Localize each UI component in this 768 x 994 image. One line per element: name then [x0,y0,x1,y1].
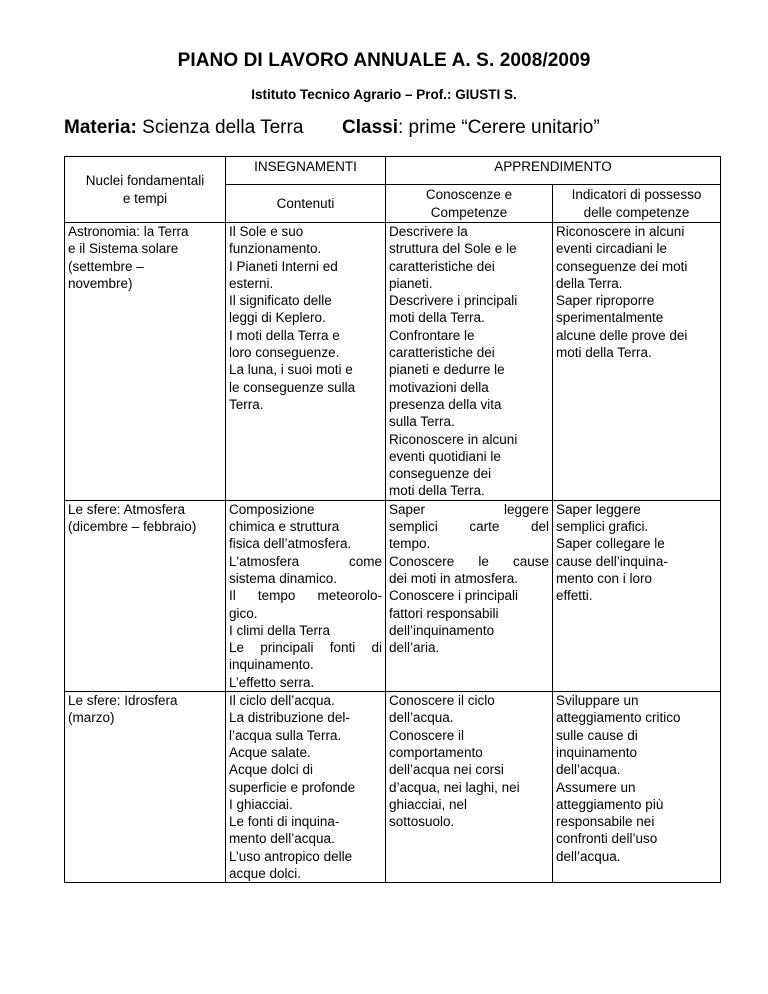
text-line: moti della Terra. [556,345,652,361]
document-subtitle: Istituto Tecnico Agrario – Prof.: GIUSTI S. [251,87,517,102]
table-row-astronomia [65,223,721,501]
materia-label: Materia: [64,117,137,138]
text-line: Sviluppare un [556,693,639,709]
text-line: (settembre – [68,258,144,274]
text-line: e il Sistema solare [68,241,179,257]
text-line: fisica dell’atmosfera. [229,536,352,552]
text-line: Saper leggere [389,501,549,517]
text-line: L'atmosfera come [229,553,382,569]
text-line: pianeti e dedurre le [389,362,505,378]
text-line: l’acqua sulla Terra. [229,727,342,743]
text-line: effetti. [556,588,593,604]
text-line: responsabile nei [556,814,655,830]
header-row-top [65,157,721,185]
text-line: Le fonti di inquina- [229,814,340,830]
text-line: Le principali fonti di [229,640,382,656]
text-line: superficie e profonde [229,779,356,795]
text-line: eventi circadiani le [556,241,668,257]
header-nuclei [65,157,226,223]
text-line: Astronomia: la Terra [68,224,189,239]
text-line: inquinamento. [229,657,314,673]
text-line: acque dolci. [229,865,302,881]
cell-contenuti [226,692,386,883]
text-line: sulle cause di [556,727,638,743]
text-line: conseguenze dei [389,466,492,482]
classi-value: : prime “Cerere unitario” [397,117,600,138]
text-line: sottosuolo. [389,814,455,830]
text-line: dell’acqua. [556,762,621,778]
classi-line [342,117,600,139]
text-line: Conoscere il [389,727,465,743]
header-conoscenze-line-2: Competenze [430,204,508,220]
header-apprendimento: APPRENDIMENTO [386,157,721,185]
cell-nuclei [65,692,226,883]
cell-conoscenze [386,223,553,501]
header-contenuti: Contenuti [226,185,386,223]
text-line: comportamento [389,744,483,760]
text-line: inquinamento [556,744,638,760]
text-line: Acque salate. [229,744,311,760]
header-nuclei-line-2: e tempi [122,190,168,206]
header-indicatori [553,185,721,223]
text-line: Saper collegare le [556,536,665,552]
text-line: mento con i loro [556,570,653,586]
text-line: moti della Terra. [389,483,485,499]
header-indicatori-line-1: Indicatori di possesso [571,187,702,203]
text-line: Assumere un [556,779,636,795]
header-nuclei-line-1: Nuclei fondamentali [85,173,205,189]
text-line: semplici grafici. [556,519,649,535]
text-line: Saper riproporre [556,293,655,309]
text-line: Il tempo meteorolo- [229,588,382,604]
text-line: (marzo) [68,710,115,726]
header-indicatori-line-2: delle competenze [583,204,690,220]
text-line: dei moti in atmosfera. [389,570,519,586]
text-line: ghiacciai, nel [389,796,468,812]
text-line: Conoscere le cause [389,553,549,569]
work-plan-table [64,156,721,883]
text-line: dell’acqua nei corsi [389,762,504,778]
table-row-atmosfera [65,500,721,691]
cell-indicatori [553,692,721,883]
text-line: alcune delle prove dei [556,327,688,343]
text-line: dell’acqua. [389,710,454,726]
text-line: Conoscere il ciclo [389,693,495,709]
text-line: eventi quotidiani le [389,448,501,464]
text-line: esterni. [229,275,274,291]
text-line: struttura del Sole e le [389,241,517,257]
text-line: loro conseguenze. [229,345,340,361]
text-line: Riconoscere in alcuni [389,431,518,447]
text-line: motivazioni della [389,379,489,395]
text-line: funzionamento. [229,241,322,257]
text-line: Riconoscere in alcuni [556,224,685,239]
cell-contenuti [226,223,386,501]
text-line: I climi della Terra [229,622,331,638]
text-line: dell’aria. [389,640,440,656]
text-line: Conoscere i principali [389,588,519,604]
text-line: chimica e struttura [229,519,340,535]
text-line: I moti della Terra e [229,327,340,343]
text-line: d’acqua, nei laghi, nei [389,779,520,795]
text-line: conseguenze dei moti [556,258,688,274]
text-line: Le sfere: Idrosfera [68,693,178,709]
text-line: semplici carte del [389,519,549,535]
text-line: (dicembre – febbraio) [68,519,197,535]
text-line: dell’acqua. [556,848,621,864]
text-line: sistema dinamico. [229,570,338,586]
cell-indicatori [553,223,721,501]
materia-value: Scienza della Terra [142,117,304,138]
document-title: PIANO DI LAVORO ANNUALE A. S. 2008/2009 [177,50,591,71]
text-line: pianeti. [389,275,433,291]
cell-nuclei [65,500,226,691]
text-line: Le sfere: Atmosfera [68,501,186,517]
text-line: fattori responsabili [389,605,499,621]
text-line: I ghiacciai. [229,796,293,812]
text-line: Terra. [229,396,264,412]
text-line: della Terra. [556,275,623,291]
text-line: Il significato delle [229,293,332,309]
text-line: dell’inquinamento [389,622,495,638]
text-line: La distribuzione del- [229,710,350,726]
text-line: moti della Terra. [389,310,485,326]
header-conoscenze-line-1: Conoscenze e [425,187,513,203]
text-line: Descrivere i principali [389,293,518,309]
text-line: gico. [229,605,258,621]
cell-indicatori [553,500,721,691]
text-line: novembre) [68,275,133,291]
text-line: tempo. [389,536,431,552]
text-line: L’effetto serra. [229,674,315,690]
materia-line [64,117,303,139]
cell-contenuti [226,500,386,691]
text-line: leggi di Keplero. [229,310,326,326]
header-insegnamenti: INSEGNAMENTI [226,157,386,185]
text-line: confronti dell’uso [556,831,658,847]
text-line: mento dell’acqua. [229,831,335,847]
text-line: atteggiamento critico [556,710,681,726]
text-line: sperimentalmente [556,310,664,326]
text-line: atteggiamento più [556,796,664,812]
text-line: le conseguenze sulla [229,379,356,395]
text-line: Descrivere la [389,224,468,239]
text-line: cause dell’inquina- [556,553,668,569]
classi-label: Classi [342,117,398,138]
text-line: caratteristiche dei [389,345,495,361]
table-row-idrosfera [65,692,721,883]
text-line: sulla Terra. [389,414,455,430]
cell-nuclei [65,223,226,501]
cell-conoscenze [386,500,553,691]
text-line: Confrontare le [389,327,475,343]
header-conoscenze [386,185,553,223]
text-line: Il ciclo dell’acqua. [229,693,335,709]
text-line: presenza della vita [389,396,502,412]
text-line: caratteristiche dei [389,258,495,274]
text-line: La luna, i suoi moti e [229,362,353,378]
text-line: Saper leggere [556,501,641,517]
text-line: Acque dolci di [229,762,314,778]
text-line: L’uso antropico delle [229,848,353,864]
text-line: I Pianeti Interni ed [229,258,338,274]
text-line: Composizione [229,501,315,517]
text-line: Il Sole e suo [229,224,304,239]
cell-conoscenze [386,692,553,883]
